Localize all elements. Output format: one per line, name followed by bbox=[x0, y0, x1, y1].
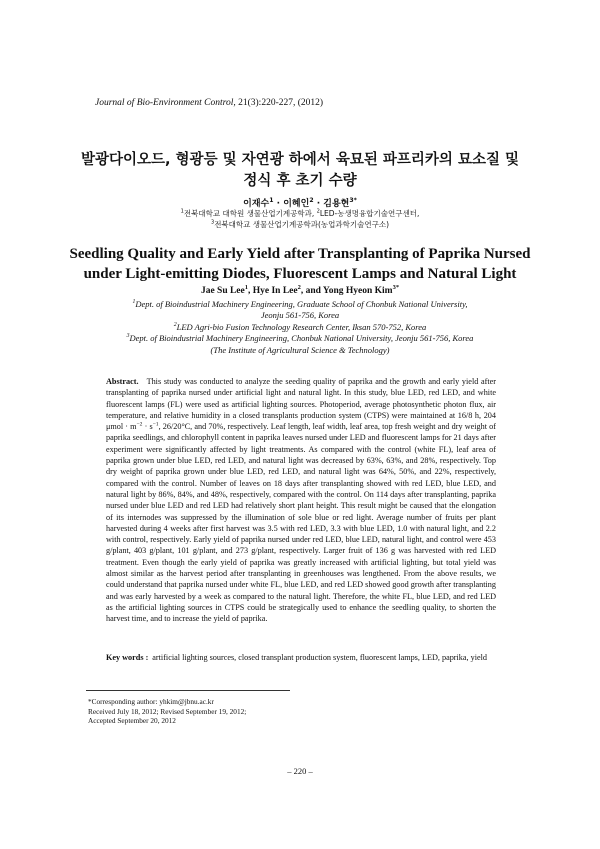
korean-author-2: 이혜인 bbox=[283, 199, 310, 209]
korean-title-line2: 정식 후 초기 수량 bbox=[243, 173, 357, 189]
journal-name: Journal of Bio-Environment Control, bbox=[95, 98, 236, 108]
korean-title bbox=[60, 150, 540, 192]
korean-affiliations bbox=[60, 208, 540, 230]
author-separator: · bbox=[313, 199, 324, 209]
english-authors bbox=[60, 283, 540, 296]
korean-title-line1: 발광다이오드, 형광등 및 자연광 하에서 육묘된 파프리카의 묘소질 및 bbox=[80, 152, 520, 168]
footnote-divider bbox=[86, 690, 290, 691]
affiliation-3-text: Dept. of Bioindustrial Machinery Engineering, Chonbuk National University, Jeonju 561-756, Korea bbox=[129, 333, 474, 344]
aff-sup: 2 bbox=[173, 321, 177, 328]
author-and: , and bbox=[300, 286, 323, 296]
accepted-date: Accepted September 20, 2012 bbox=[88, 716, 176, 726]
english-affiliation-2 bbox=[60, 322, 540, 333]
abstract-text-b: · s bbox=[142, 422, 153, 432]
english-affiliation-1-city: Jeonju 561-756, Korea bbox=[260, 310, 340, 321]
keywords-label: Key words : bbox=[106, 653, 149, 662]
english-title-line1: Seedling Quality and Early Yield after Transplanting of Paprika Nursed bbox=[69, 246, 531, 262]
korean-affiliation-2: LED-농생명융합기술연구센터, bbox=[319, 209, 420, 218]
journal-volume: 21(3):220-227, (2012) bbox=[238, 98, 324, 108]
english-institute: (The Institute of Agricultural Science & Technology) bbox=[210, 344, 390, 355]
author-separator: · bbox=[273, 199, 284, 209]
abstract-sup-1: −2 bbox=[136, 421, 143, 428]
korean-author-1-sup: 1 bbox=[269, 197, 274, 204]
english-affiliation-3 bbox=[60, 333, 540, 344]
korean-affiliation-3: 전북대학교 생물산업기계공학과(농업과학기술연구소) bbox=[214, 220, 390, 229]
korean-author-3-sup: 3* bbox=[349, 197, 357, 204]
footnote bbox=[88, 697, 246, 726]
author-sup: 2 bbox=[297, 283, 301, 291]
abstract-text-a: This study was conducted to analyze the seeding quality of paprika and the growth and early yield after transplanting of paprika nursed under artificial light and natural light. In this study, blue LED, red LED, and white fluorescent lamps (FL) were used as artificial lighting sources. Photoperiod, average photosynthetic photon flux, air temperature, and relative humidity in a closed transplants production system (CTPS) were maintained at 16/8 h, 204 μmol · m bbox=[106, 377, 496, 432]
english-affiliation-1 bbox=[60, 299, 540, 310]
author-comma: , bbox=[247, 286, 253, 296]
aff-sup: 2 bbox=[316, 208, 320, 215]
affiliation-1-line1: Dept. of Bioindustrial Machinery Engineering, Graduate School of Chonbuk National University, bbox=[135, 299, 468, 309]
aff-sup: 1 bbox=[180, 208, 184, 215]
korean-affiliation-1: 전북대학교 대학원 생물산업기계공학과, bbox=[183, 209, 317, 218]
journal-citation bbox=[95, 98, 323, 108]
received-date: Received July 18, 2012; Revised September 19, 2012; bbox=[88, 706, 247, 716]
keywords bbox=[106, 652, 496, 663]
corresponding-author: *Corresponding author: yhkim@jbnu.ac.kr bbox=[88, 697, 214, 706]
korean-affiliation-line2 bbox=[60, 219, 540, 230]
korean-affiliation-line1 bbox=[60, 208, 540, 219]
aff-sup: 1 bbox=[132, 299, 136, 306]
korean-author-3: 김용현 bbox=[323, 199, 350, 209]
author-sup: 1 bbox=[244, 283, 248, 291]
english-title-line2: under Light-emitting Diodes, Fluorescent Lamps and Natural Light bbox=[83, 266, 517, 282]
english-title bbox=[60, 244, 540, 284]
affiliation-2-text: LED Agri-bio Fusion Technology Research Center, Iksan 570-752, Korea bbox=[176, 321, 427, 332]
abstract-text-c: , 26/20°C, and 70%, respectively. Leaf length, leaf width, leaf area, top fresh weight and dry weight of paprika seedlings, and chlorophyll content in paprika leaves nursed under LED and fluorescent lamps for 21 days after experiment were significantly affected by light treatments. As compared with the control (white FL), leaf area of paprika grown under blue LED, red LED, and natural light was decreased by 63%, 63%, and 28%, respectively. Top dry weight of paprika grown under blue LED, red LED, and natural light was 64%, 50%, and 22%, respectively, compared with the control. Number of leaves on 18 days after transplanting showed with red LED, blue LED, and natural light by 86%, 84%, and 48%, respectively, compared with the control. On 114 days after transplanting, paprika nursed under blue LED and red LED had relatively short plant height. This result might be caused that the elongation of its internodes was suppressed by the illumination of sole blue or red light. Average number of fruits per plant harvested during 4 weeks after first harvest was 3.5 with red LED, 3.3 with blue LED, 1.0 with natural light, and 2.2 with control, respectively. Early yield of paprika nursed under red LED, blue LED, natural light, and control were 453 g/plant, 403 g/plant, 101 g/plant, and 273 g/plant, respectively. Larger fruit of 136 g was harvested with red LED treatment. Even though the early yield of paprika was greatly increased with artificial lighting, but total yield was almost similar as the harvest period after transplanting in greenhouses was lengthened. From the above results, we could understand that paprika nursed under white FL, blue LED, and red LED showed good growth after transplanting and was early harvested by a week as compared to the natural light. Therefore, the white FL, blue LED, and red LED as the artificial lighting sources in CTPS could be strategically used to enhance the seedling quality, to shorten the harvest time, and to increase the yield of paprika. bbox=[106, 422, 496, 624]
aff-sup: 3 bbox=[126, 333, 130, 340]
english-author-1: Jae Su Lee bbox=[200, 286, 245, 296]
keywords-text: artificial lighting sources, closed transplant production system, fluorescent lamps, LED, paprika, yield bbox=[152, 653, 487, 662]
abstract bbox=[106, 376, 496, 625]
korean-author-2-sup: 2 bbox=[309, 197, 314, 204]
english-affiliations bbox=[60, 299, 540, 356]
english-author-3: Yong Hyeon Kim bbox=[322, 286, 393, 296]
aff-sup: 3 bbox=[210, 219, 215, 226]
abstract-sup-2: −1 bbox=[152, 421, 159, 428]
english-author-2: Hye In Lee bbox=[252, 286, 298, 296]
page-number: – 220 – bbox=[287, 766, 313, 776]
korean-author-1: 이재수 bbox=[243, 199, 270, 209]
author-sup: 3* bbox=[392, 283, 400, 291]
abstract-label: Abstract. bbox=[106, 377, 139, 386]
